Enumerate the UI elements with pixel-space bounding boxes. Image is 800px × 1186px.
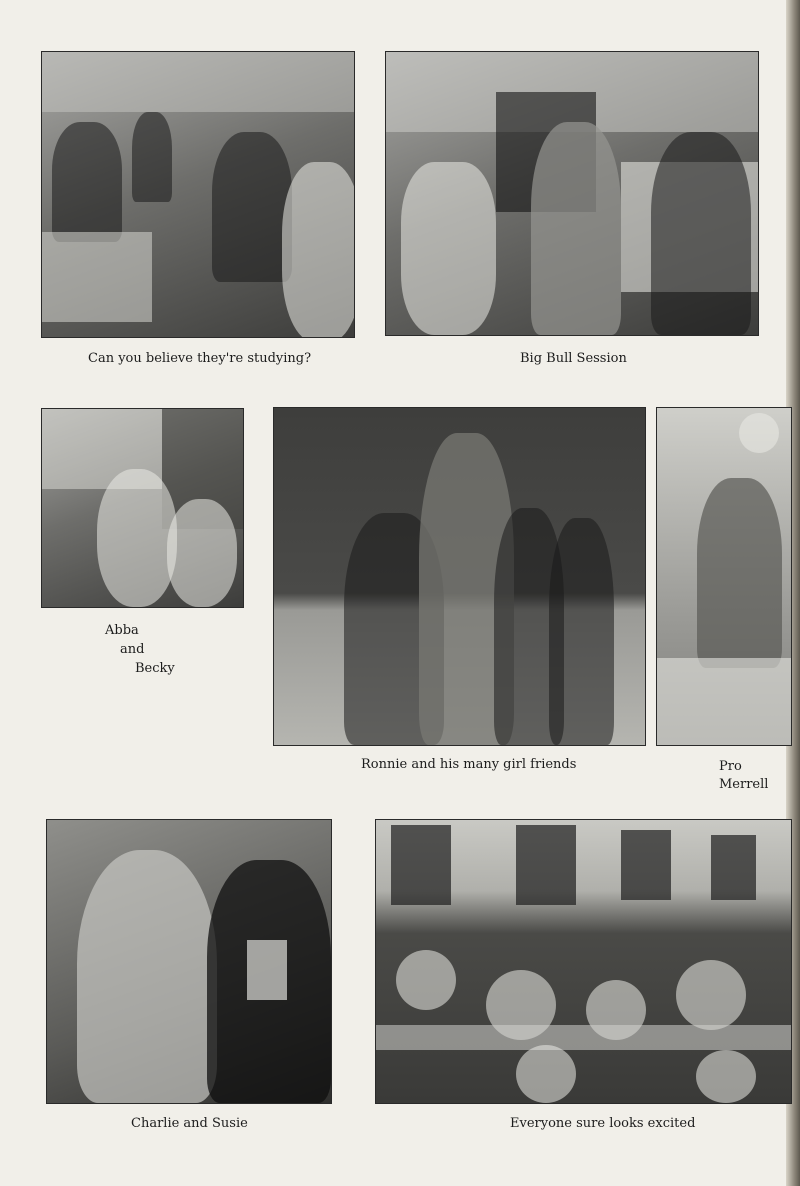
photo-ronnie-friends — [273, 407, 646, 746]
photo-classroom-students — [41, 51, 355, 338]
caption-ronnie: Ronnie and his many girl friends — [361, 757, 577, 772]
caption-studying: Can you believe they're studying? — [88, 351, 312, 366]
photo-bull-session — [385, 51, 759, 336]
photo-crowd — [375, 819, 792, 1104]
caption-pro: Pro — [719, 759, 742, 774]
photo-charlie-susie — [46, 819, 332, 1104]
photo-abba-becky — [41, 408, 244, 608]
caption-abba: Abba — [105, 623, 139, 638]
caption-and: and — [120, 642, 145, 657]
caption-becky: Becky — [135, 661, 175, 676]
caption-everyone: Everyone sure looks excited — [510, 1116, 696, 1131]
caption-merrell: Merrell — [719, 777, 769, 792]
caption-charlie: Charlie and Susie — [131, 1116, 248, 1131]
caption-bull-session: Big Bull Session — [520, 351, 627, 366]
photo-pro-merrell — [656, 407, 792, 746]
